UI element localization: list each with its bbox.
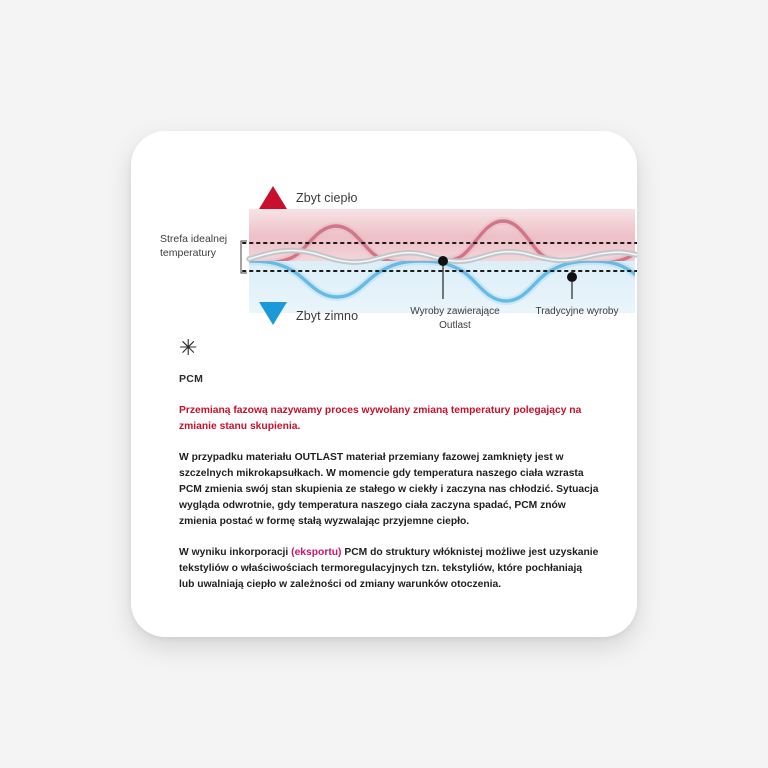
outlast-series-label: Wyroby zawierające Outlast [410, 306, 500, 331]
paragraph-conclusion [179, 545, 599, 593]
pcm-heading: PCM [179, 373, 204, 385]
hot-triangle-icon [259, 186, 287, 209]
conclusion-part-one: W wyniku inkorporacji [179, 546, 292, 558]
hot-legend-label: Zbyt ciepło [296, 191, 358, 205]
cold-triangle-icon [259, 302, 287, 325]
description-block [179, 337, 599, 608]
paragraph-definition: Przemianą fazową nazywamy proces wywołany zmianą temperatury polegający na zmianie stanu skupienia. [179, 405, 582, 432]
temperature-diagram [131, 131, 637, 361]
traditional-callout-dot [567, 272, 577, 282]
content-card [131, 131, 637, 637]
asterisk-icon: ✳ [179, 335, 198, 360]
comfort-zone-label: Strefa idealnej temperatury [160, 233, 228, 260]
cold-legend-label: Zbyt zimno [296, 309, 359, 323]
zone-bracket [241, 241, 247, 273]
outlast-callout-dot [438, 256, 448, 266]
traditional-series-label: Tradycyjne wyroby [535, 306, 619, 317]
paragraph-explanation: W przypadku materiału OUTLAST materiał przemiany fazowej zamknięty jest w szczelnych mikrokapsułkach. W momencie gdy temperatura naszego ciała wzrasta PCM zmienia swój stan skupienia ze stałego w ciekły i zaczyna nas chłodzić. Sytuacja wygląda odwrotnie, gdy temperatura naszego ciała zaczyna spadać, PCM znów zmienia postać w formę stałą wyzwalając przyjemne ciepło. [179, 451, 599, 527]
conclusion-accent-term: (eksportu) [291, 546, 342, 558]
conclusion-part-two: PCM do struktury włóknistej możliwe jest uzyskanie tekstyliów o właściwościach termoregulacyjnych tzn. tekstyliów, które pochłaniają lub uwalniają ciepło w zależności od zmiany warunków otoczenia. [179, 546, 599, 590]
